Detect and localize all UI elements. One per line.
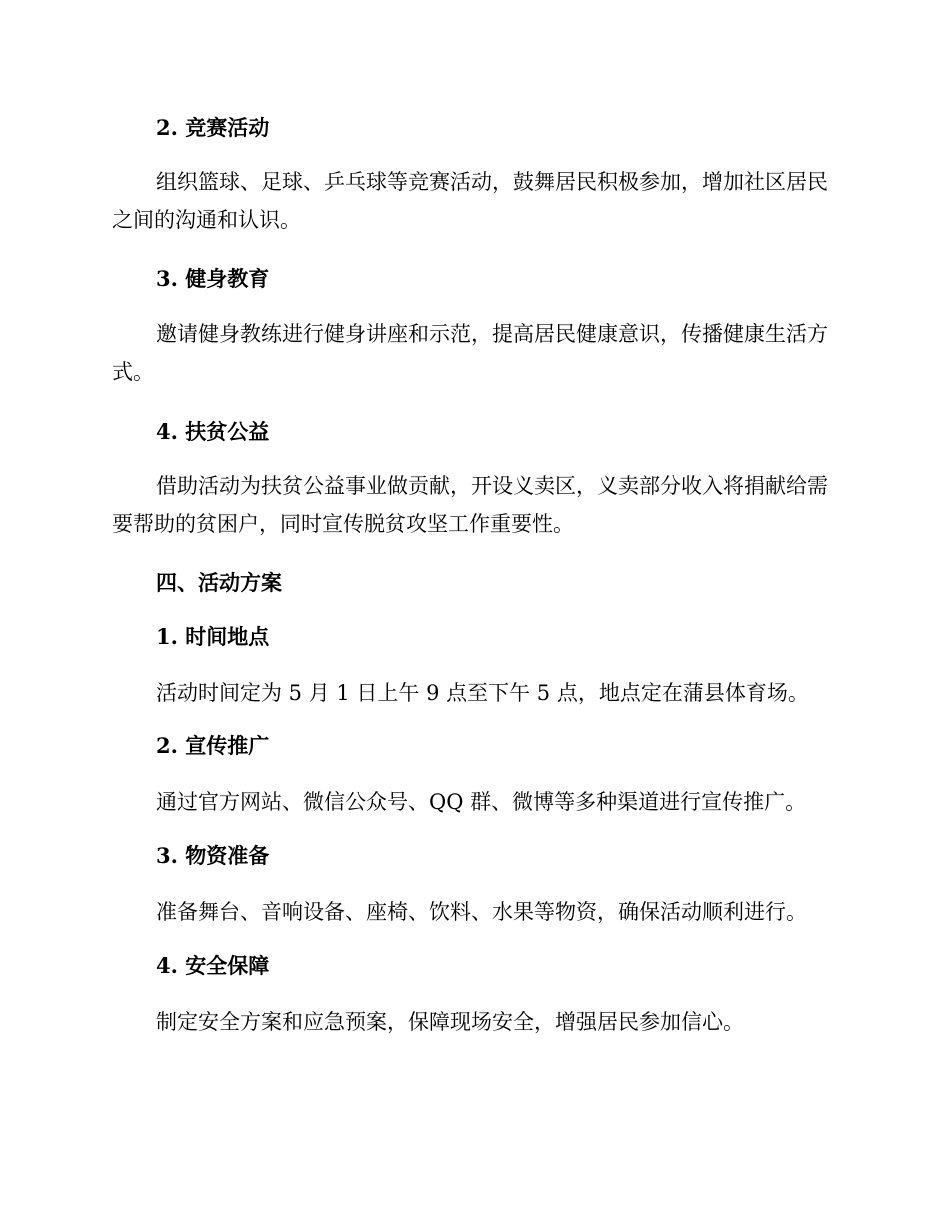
heading-activity-plan: 四、活动方案 [156,570,282,595]
heading-safety: 4. 安全保障 [156,953,270,978]
heading-materials: 3. 物资准备 [156,843,270,868]
paragraph-publicity: 通过官方网站、微信公众号、QQ 群、微博等多种渠道进行宣传推广。 [156,790,807,814]
heading-fitness-education: 3. 健身教育 [156,266,270,291]
heading-competition: 2. 竞赛活动 [156,115,270,140]
paragraph-fitness-education: 邀请健身教练进行健身讲座和示范，提高居民健康意识，传播健康生活方式。 [112,322,828,384]
heading-time-location: 1. 时间地点 [156,624,270,649]
heading-poverty-charity: 4. 扶贫公益 [156,419,270,444]
heading-publicity: 2. 宣传推广 [156,733,270,758]
paragraph-materials: 准备舞台、音响设备、座椅、饮料、水果等物资，确保活动顺利进行。 [156,900,807,924]
paragraph-poverty-charity: 借助活动为扶贫公益事业做贡献，开设义卖区，义卖部分收入将捐献给需要帮助的贫困户，同时宣传脱贫攻坚工作重要性。 [112,474,828,536]
paragraph-safety: 制定安全方案和应急预案，保障现场安全，增强居民参加信心。 [156,1010,744,1034]
paragraph-time-location: 活动时间定为 5 月 1 日上午 9 点至下午 5 点，地点定在蒲县体育场。 [156,681,809,705]
paragraph-competition: 组织篮球、足球、乒乓球等竞赛活动，鼓舞居民积极参加，增加社区居民之间的沟通和认识。 [112,170,828,232]
